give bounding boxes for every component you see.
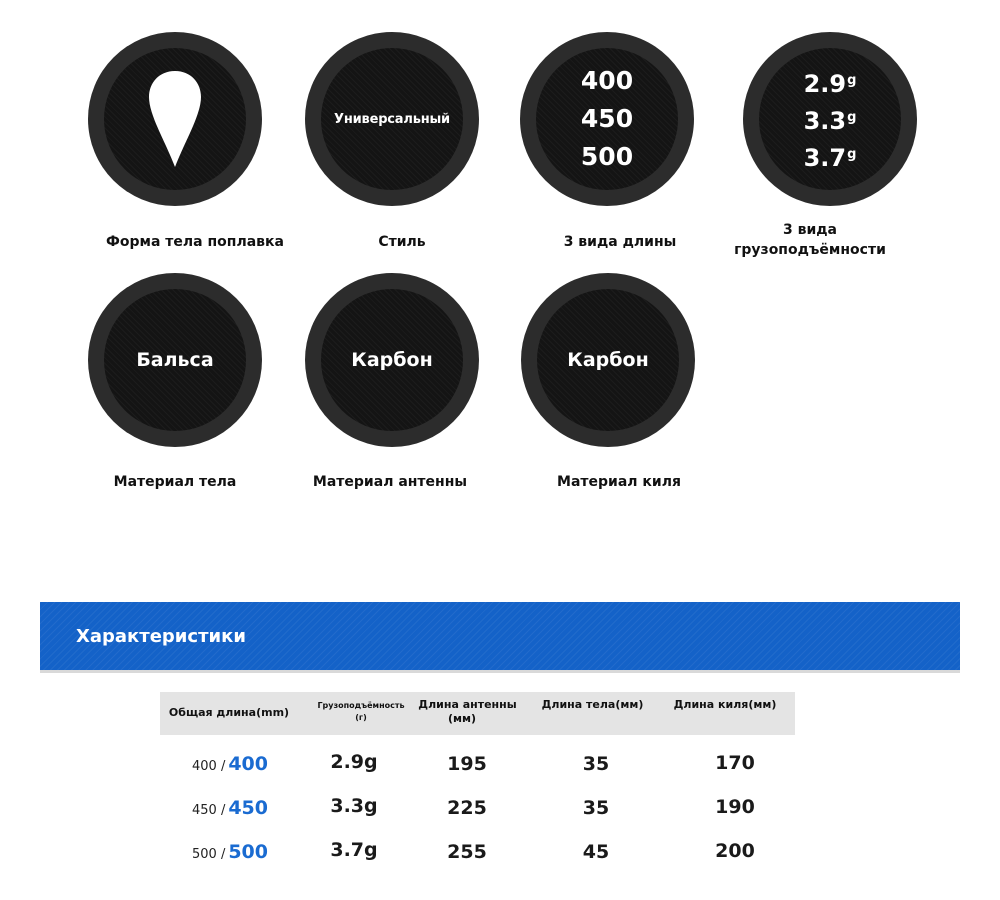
length-option: 450 bbox=[580, 104, 634, 133]
feature-keel-material-caption: Материал киля bbox=[557, 474, 681, 490]
specs-banner bbox=[40, 602, 960, 670]
feature-style-caption: Стиль bbox=[378, 234, 426, 250]
feature-antenna-material-badge bbox=[305, 273, 479, 447]
total-length-cell: 400 / 400 bbox=[192, 753, 268, 775]
feature-style-badge bbox=[305, 32, 479, 206]
feature-weights-badge bbox=[743, 32, 917, 206]
header-total-length: Общая длина(mm) bbox=[168, 706, 290, 719]
feature-shape-caption: Форма тела поплавка bbox=[106, 234, 284, 250]
teardrop-float-shape-icon bbox=[145, 69, 205, 169]
weight-option: 3.3$^g$ bbox=[803, 106, 857, 135]
keel-length-cell: 200 bbox=[715, 840, 755, 862]
keel-length-cell: 170 bbox=[715, 752, 755, 774]
antenna-length-cell: 255 bbox=[447, 841, 487, 863]
total-length-cell: 450 / 450 bbox=[192, 797, 268, 819]
header-antenna-length: Длина антенны (мм) bbox=[418, 698, 517, 725]
capacity-cell: 3.3g bbox=[330, 795, 378, 817]
feature-shape-badge bbox=[88, 32, 262, 206]
feature-keel-material-badge bbox=[521, 273, 695, 447]
header-keel-length: Длина киля(мм) bbox=[673, 698, 777, 711]
feature-antenna-material-caption: Материал антенны bbox=[312, 474, 468, 490]
total-length-cell: 500 / 500 bbox=[192, 841, 268, 863]
antenna-material-value: Карбон bbox=[351, 349, 433, 371]
feature-lengths-caption: 3 вида длины bbox=[563, 234, 677, 250]
body-length-cell: 45 bbox=[582, 841, 610, 863]
specs-table-header bbox=[160, 692, 795, 735]
body-length-cell: 35 bbox=[582, 753, 610, 775]
feature-weights-caption: 3 вида грузоподъёмности bbox=[734, 222, 886, 258]
keel-length-cell: 190 bbox=[715, 796, 755, 818]
body-material-value: Бальса bbox=[136, 349, 214, 371]
style-value: Универсальный bbox=[334, 111, 450, 127]
feature-body-material-caption: Материал тела bbox=[113, 474, 237, 490]
length-option: 500 bbox=[580, 142, 634, 171]
header-capacity: Грузоподъёмность (г) bbox=[317, 701, 405, 722]
feature-body-material-badge bbox=[88, 273, 262, 447]
antenna-length-cell: 195 bbox=[447, 753, 487, 775]
specs-title: Характеристики bbox=[76, 626, 246, 647]
weight-option: 2.9$^g$ bbox=[803, 69, 857, 98]
header-body-length: Длина тела(мм) bbox=[541, 698, 644, 711]
body-length-cell: 35 bbox=[582, 797, 610, 819]
capacity-cell: 2.9g bbox=[330, 751, 378, 773]
feature-lengths-badge bbox=[520, 32, 694, 206]
keel-material-value: Карбон bbox=[567, 349, 649, 371]
length-option: 400 bbox=[580, 66, 634, 95]
weight-option: 3.7$^g$ bbox=[803, 143, 857, 172]
antenna-length-cell: 225 bbox=[447, 797, 487, 819]
capacity-cell: 3.7g bbox=[330, 839, 378, 861]
